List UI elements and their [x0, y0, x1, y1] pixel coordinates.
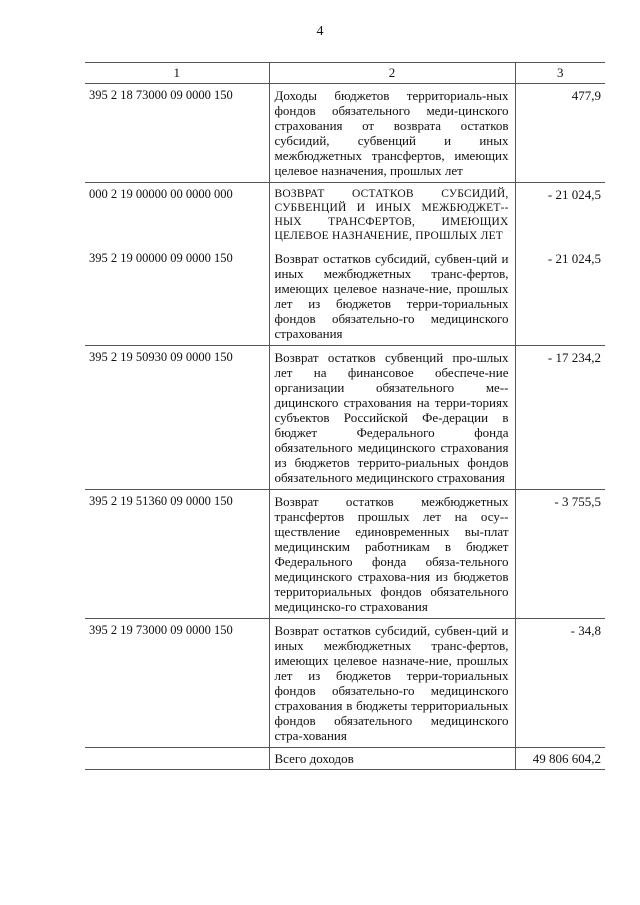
budget-code: 395 2 19 51360 09 0000 150 [85, 490, 269, 619]
revenue-table [85, 62, 605, 770]
item-name: Возврат остатков межбюджетных трансфертов прошлых лет на осу-ществление единовременных вы-плат медицинским работникам в бюджет Федерального фонда обяза-тельного медицинского страхова-ния из бюджетов территориальных фондов обязательного медицинско-го страхования [269, 490, 515, 619]
item-amount: - 17 234,2 [515, 346, 605, 490]
column-header-code: 1 [85, 63, 269, 84]
budget-code: 395 2 19 00000 09 0000 150 [85, 247, 269, 346]
total-row [85, 748, 605, 770]
item-amount: - 34,8 [515, 619, 605, 748]
item-amount: - 21 024,5 [515, 183, 605, 248]
item-amount: 477,9 [515, 84, 605, 183]
table-row [85, 346, 605, 490]
table-row [85, 84, 605, 183]
item-name: ВОЗВРАТ ОСТАТКОВ СУБСИДИЙ, СУБВЕНЦИЙ И ИНЫХ МЕЖБЮДЖЕТ-НЫХ ТРАНСФЕРТОВ, ИМЕЮЩИХ ЦЕЛЕВОЕ НАЗНАЧЕНИЕ, ПРОШЛЫХ ЛЕТ [269, 183, 515, 248]
budget-code: 395 2 19 50930 09 0000 150 [85, 346, 269, 490]
table-row [85, 490, 605, 619]
page-number: 4 [316, 24, 324, 39]
item-amount: - 3 755,5 [515, 490, 605, 619]
budget-code: 395 2 19 73000 09 0000 150 [85, 619, 269, 748]
header-row [85, 63, 605, 84]
table-row [85, 183, 605, 248]
item-name: Возврат остатков субвенций про-шлых лет на финансовое обеспече-ние организации обязательного ме-дицинского страхования на терри-ториях субъектов Российской Фе-дерации в бюджет Федерального фонда обязательного медицинского страхования из бюджетов террито-риальных фондов обязательного медицинского страхования [269, 346, 515, 490]
total-code [85, 748, 269, 770]
total-amount: 49 806 604,2 [515, 748, 605, 770]
item-name: Доходы бюджетов территориаль-ных фондов обязательного меди-цинского страхования от возврата остатков субсидий, субвенций и иных межбюджетных трансфертов, имеющих целевое назначения, прошлых лет [269, 84, 515, 183]
budget-code: 000 2 19 00000 00 0000 000 [85, 183, 269, 248]
budget-code: 395 2 18 73000 09 0000 150 [85, 84, 269, 183]
table-row [85, 619, 605, 748]
table-row [85, 247, 605, 346]
item-name: Возврат остатков субсидий, субвен-ций и иных межбюджетных транс-фертов, имеющих целевое назначе-ние, прошлых лет из бюджетов терри-ториальных фондов обязательно-го медицинского страхования в бюджеты территориальных фондов обязательного медицинского стра-хования [269, 619, 515, 748]
item-amount: - 21 024,5 [515, 247, 605, 346]
total-label: Всего доходов [269, 748, 515, 770]
column-header-amount: 3 [515, 63, 605, 84]
item-name: Возврат остатков субсидий, субвен-ций и иных межбюджетных транс-фертов, имеющих целевое назначе-ние, прошлых лет из бюджетов терри-ториальных фондов обязательно-го медицинского страхования [269, 247, 515, 346]
column-header-name: 2 [269, 63, 515, 84]
